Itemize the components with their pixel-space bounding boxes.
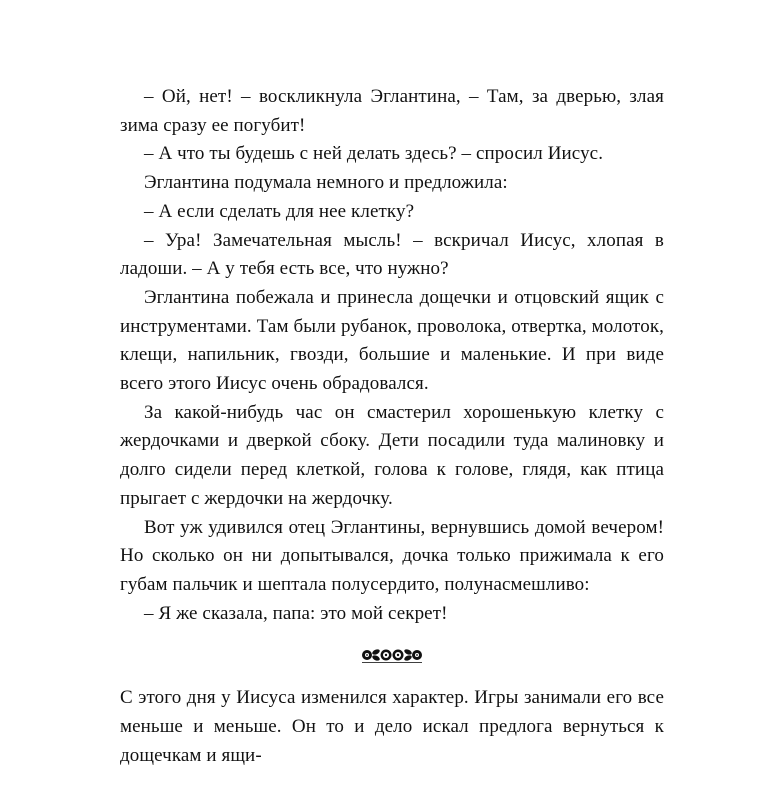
paragraph-dialogue-1: – Ой, нет! – воскликнула Эглантина, – Там, за дверью, злая зима сразу ее погубит! (120, 86, 664, 136)
paragraph-dialogue-2: – А что ты будешь с ней делать здесь? – спросил Иисус. (144, 143, 604, 165)
paragraph-narration-3: За какой-нибудь час он смастерил хорошенькую клетку с жердочками и дверкой сбоку. Дети посадили туда малиновку и долго сидели перед клеткой, голова к голове, глядя, как птица прыгает с жердочки на жердочку. (120, 401, 664, 509)
floral-ornament-icon (360, 646, 424, 664)
book-page (120, 83, 664, 770)
paragraph-dialogue-3: – А если сделать для нее клетку? (144, 200, 415, 222)
paragraph-narration-5: С этого дня у Иисуса изменился характер. Игры занимали его все меньше и меньше. Он то и дело искал предлога вернуться к дощечкам и ящи- (120, 687, 664, 766)
paragraph-narration-1: Эглантина подумала немного и предложила: (144, 172, 508, 194)
paragraph-dialogue-4: – Ура! Замечательная мысль! – вскричал Иисус, хлопая в ладоши. – А у тебя есть все, что нужно? (120, 229, 664, 280)
paragraph-dialogue-5: – Я же сказала, папа: это мой секрет! (144, 602, 448, 624)
paragraph-narration-4: Вот уж удивился отец Эглантины, вернувшись домой вечером! Но сколько он ни допытывался, дочка только прижимала к его губам пальчик и шептала полусердито, полунасмешливо: (120, 516, 664, 595)
paragraph-narration-2: Эглантина побежала и принесла дощечки и отцовский ящик с инструментами. Там были рубанок, проволока, отвертка, молоток, клещи, напильник, гвозди, большие и маленькие. И при виде всего этого Иисус очень обрадовался. (120, 286, 664, 395)
